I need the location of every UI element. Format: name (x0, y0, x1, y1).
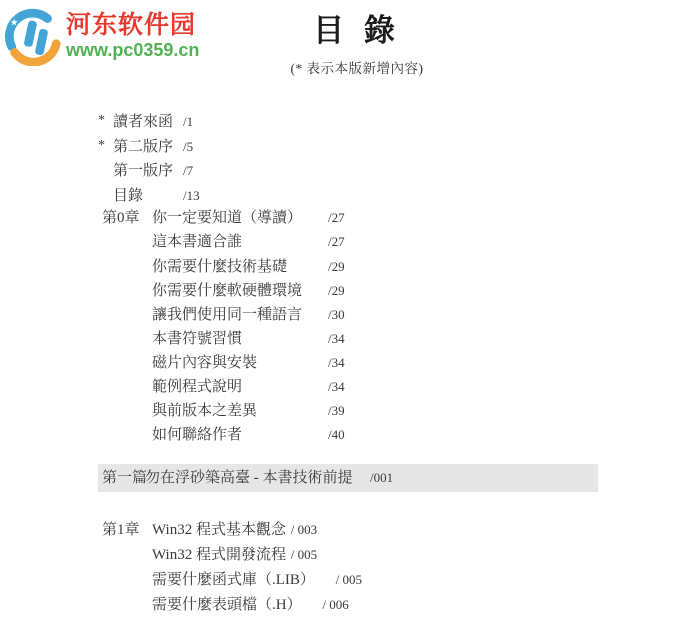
toc-entry-page: /5 (183, 139, 194, 154)
toc-entry-label: Win32 程式基本觀念 (152, 522, 286, 538)
toc-row (152, 595, 349, 615)
toc-entry-page: /30 (328, 307, 345, 322)
toc-row (152, 257, 345, 277)
toc-row (152, 353, 345, 373)
toc-entry-label: Win32 程式開發流程 (152, 547, 286, 563)
part-label: 第一篇 (102, 470, 148, 486)
toc-entry-label: 需要什麼表頭檔（.H） (152, 597, 302, 613)
toc-row (102, 520, 318, 540)
toc-entry-label: 你需要什麼技術基礎 (152, 259, 288, 275)
toc-entry-page: /34 (328, 355, 345, 370)
toc-row (113, 186, 200, 206)
toc-entry-page: /13 (183, 188, 200, 203)
new-content-asterisk: * (98, 138, 105, 153)
toc-entry-label: 目錄 (113, 188, 144, 204)
chapter-label: 第0章 (102, 210, 140, 226)
toc-row (152, 545, 317, 565)
toc-entry-label: 你一定要知道（導讀） (152, 210, 303, 226)
toc-entry-label: 與前版本之差異 (152, 403, 258, 419)
toc-entry-label: 本書符號習慣 (152, 331, 243, 347)
toc-row (152, 232, 345, 252)
toc-entry-label: 如何聯絡作者 (152, 427, 243, 443)
part-heading-band (98, 464, 598, 492)
toc-entry-page: /39 (328, 403, 345, 418)
toc-entry-label: 讀者來函 (113, 114, 174, 130)
toc-entry-page: /27 (328, 210, 345, 225)
toc-entry-page: / 003 (290, 522, 318, 537)
toc-entry-label: 這本書適合誰 (152, 234, 243, 250)
toc-row (152, 570, 362, 590)
toc-row (152, 401, 345, 421)
toc-entry-page: /29 (328, 259, 345, 274)
watermark-site-url: www.pc0359.cn (66, 39, 200, 60)
part-page: /001 (370, 470, 394, 485)
toc-row (113, 161, 194, 181)
toc-entry-page: / 006 (322, 597, 349, 612)
toc-row (102, 208, 345, 228)
toc-row (152, 305, 345, 325)
new-content-asterisk: * (98, 113, 105, 128)
toc-entry-label: 第二版序 (113, 139, 174, 155)
page-subtitle: (* 表示本版新增內容) (290, 61, 424, 76)
toc-entry-page: /34 (328, 331, 345, 346)
toc-entry-label: 需要什麼函式庫（.LIB） (152, 572, 315, 588)
toc-row (98, 112, 194, 132)
toc-entry-page: /34 (328, 379, 345, 394)
toc-row (152, 329, 345, 349)
page-title: 目 錄 (313, 13, 401, 48)
toc-entry-page: /7 (183, 163, 194, 178)
toc-entry-page: / 005 (290, 547, 318, 562)
part-title: 勿在浮砂築高臺 - 本書技術前提 (145, 470, 353, 486)
toc-row (98, 137, 194, 157)
toc-entry-page: /1 (183, 114, 194, 129)
chapter-label: 第1章 (102, 522, 140, 538)
toc-entry-page: / 005 (335, 572, 363, 587)
toc-entry-label: 磁片內容與安裝 (152, 355, 258, 371)
toc-entry-page: /29 (328, 283, 345, 298)
toc-entry-label: 第一版序 (113, 163, 174, 179)
toc-entry-page: /40 (328, 427, 345, 442)
toc-entry-label: 你需要什麼軟硬體環境 (152, 283, 303, 299)
watermark-site-name: 河东软件园 (66, 11, 197, 40)
toc-row (152, 425, 345, 445)
star-icon: ★ (9, 17, 19, 29)
toc-entry-label: 範例程式說明 (152, 379, 243, 395)
page-header (0, 5, 688, 77)
toc-entry-label: 讓我們使用同一種語言 (152, 307, 303, 323)
toc-row (152, 281, 345, 301)
toc-row (152, 377, 345, 397)
toc-entry-page: /27 (328, 234, 345, 249)
